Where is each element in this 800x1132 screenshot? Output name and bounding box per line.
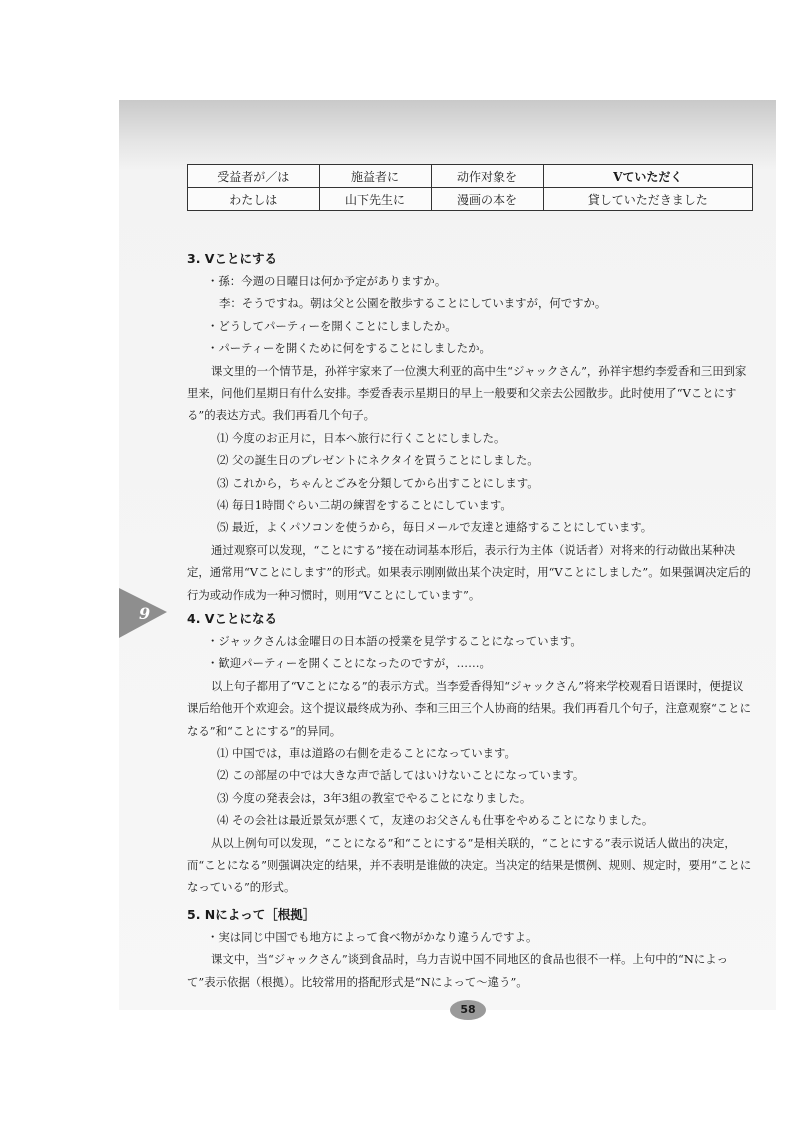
- grammar-table: [187, 164, 753, 211]
- dialogue-line: ・孫：今週の日曜日は何か予定がありますか。: [207, 274, 447, 288]
- table-row: [188, 188, 753, 211]
- example-line: ・ジャックさんは金曜日の日本語の授業を見学することになっています。: [207, 634, 582, 648]
- example-sentence: ⑶ これから，ちゃんとごみを分類してから出すことにします。: [217, 475, 539, 490]
- table-cell: 山下先生に: [319, 188, 431, 211]
- section-4: [187, 608, 753, 899]
- example-line: ・どうしてパーティーを開くことにしましたか。: [207, 318, 457, 333]
- table-header-cell: 受益者が／は: [188, 165, 320, 188]
- example-sentence: ⑷ 毎日1時間ぐらい二胡の練習をすることにしています。: [217, 497, 512, 512]
- example-sentence: ⑵ この部屋の中では大きな声で話してはいけないことになっています。: [217, 768, 585, 783]
- page-number: [448, 998, 488, 1022]
- table-header-row: [188, 165, 753, 188]
- example-sentence: ⑶ 今度の発表会は，3年3組の教室でやることになりました。: [217, 790, 532, 805]
- chapter-tab-label: 9: [139, 604, 151, 623]
- example-sentence: ⑵ 父の誕生日のプレゼントにネクタイを買うことにしました。: [217, 453, 539, 468]
- table-header-cell: 动作对象を: [431, 165, 543, 188]
- example-sentence: ⑴ 今度のお正月に，日本へ旅行に行くことにしました。: [217, 430, 506, 445]
- page-number-label: 58: [460, 1003, 476, 1016]
- section-heading: 3. Ⅴことにする: [187, 251, 277, 266]
- explanation-paragraph: 以上句子都用了“Ⅴことになる”的表示方式。当李爱香得知“ジャックさん”将来学校观看日语课时，便提议课后给他开个欢迎会。这个提议最终成为孙、李和三田三个人协商的结果。我们再看几个句子，注意观察“ことになる”和“ことにする”的异同。: [187, 678, 751, 738]
- table-cell: わたしは: [188, 188, 320, 211]
- section-heading: 5. Nによって［根拠］: [187, 907, 316, 922]
- example-sentence: ⑴ 中国では，車は道路の右側を走ることになっています。: [217, 746, 516, 760]
- example-line: ・パーティーを開くために何をすることにしましたか。: [207, 341, 491, 356]
- example-line: ・実は同じ中国でも地方によって食べ物がかなり違うんですよ。: [207, 930, 538, 944]
- explanation-paragraph: 从以上例句可以发现，“ことになる”和“ことにする”是相关联的，“ことにする”表示说话人做出的决定，而“ことになる”则强调决定的结果，并不表明是谁做的决定。当决定的结果是惯例、规则、规定时，要用“ことになっている”的形式。: [187, 835, 752, 895]
- table-cell: 貸していただきました: [543, 188, 752, 211]
- example-sentence: ⑸ 最近，よくパソコンを使うから，毎日メールで友達と連絡することにしています。: [217, 520, 653, 535]
- example-sentence: ⑷ その会社は最近景気が悪くて，友達のお父さんも仕事をやめることになりました。: [217, 813, 654, 828]
- table-cell: 漫画の本を: [431, 188, 543, 211]
- explanation-paragraph: 通过观察可以发现，“ことにする”接在动词基本形后，表示行为主体（说话者）对将来的行动做出某种决定，通常用“Ⅴことにします”的形式。如果表示刚刚做出某个决定时，用“Ⅴことにしました”。如果强调决定后的行为或动作成为一种习惯时，则用“Ⅴことにしています”。: [187, 542, 751, 602]
- chapter-tab-badge: [119, 582, 183, 646]
- explanation-paragraph: 课文中，当“ジャックさん”谈到食品时，乌力吉说中国不同地区的食品也很不一样。上句中的“Nによって”表示依据（根拠）。比较常用的搭配形式是“Nによって～違う”。: [187, 952, 729, 989]
- section-3: [187, 248, 753, 606]
- table-header-cell: 施益者に: [319, 165, 431, 188]
- section-heading: 4. Ⅴことになる: [187, 611, 277, 626]
- explanation-paragraph: 课文里的一个情节是，孙祥宇家来了一位澳大利亚的高中生“ジャックさん”，孙祥宇想约李爱香和三田到家里来，问他们星期日有什么安排。李爱香表示星期日的早上一般要和父亲去公园散步。此时使用了“Ⅴことにする”的表达方式。我们再看几个句子。: [187, 363, 747, 423]
- example-line: ・歓迎パーティーを開くことになったのですが，……。: [207, 656, 491, 671]
- dialogue-line: 李：そうですね。朝は父と公園を散歩することにしていますが，何ですか。: [219, 296, 607, 311]
- section-5: [187, 904, 753, 993]
- table-header-cell: Ⅴていただく: [543, 165, 752, 188]
